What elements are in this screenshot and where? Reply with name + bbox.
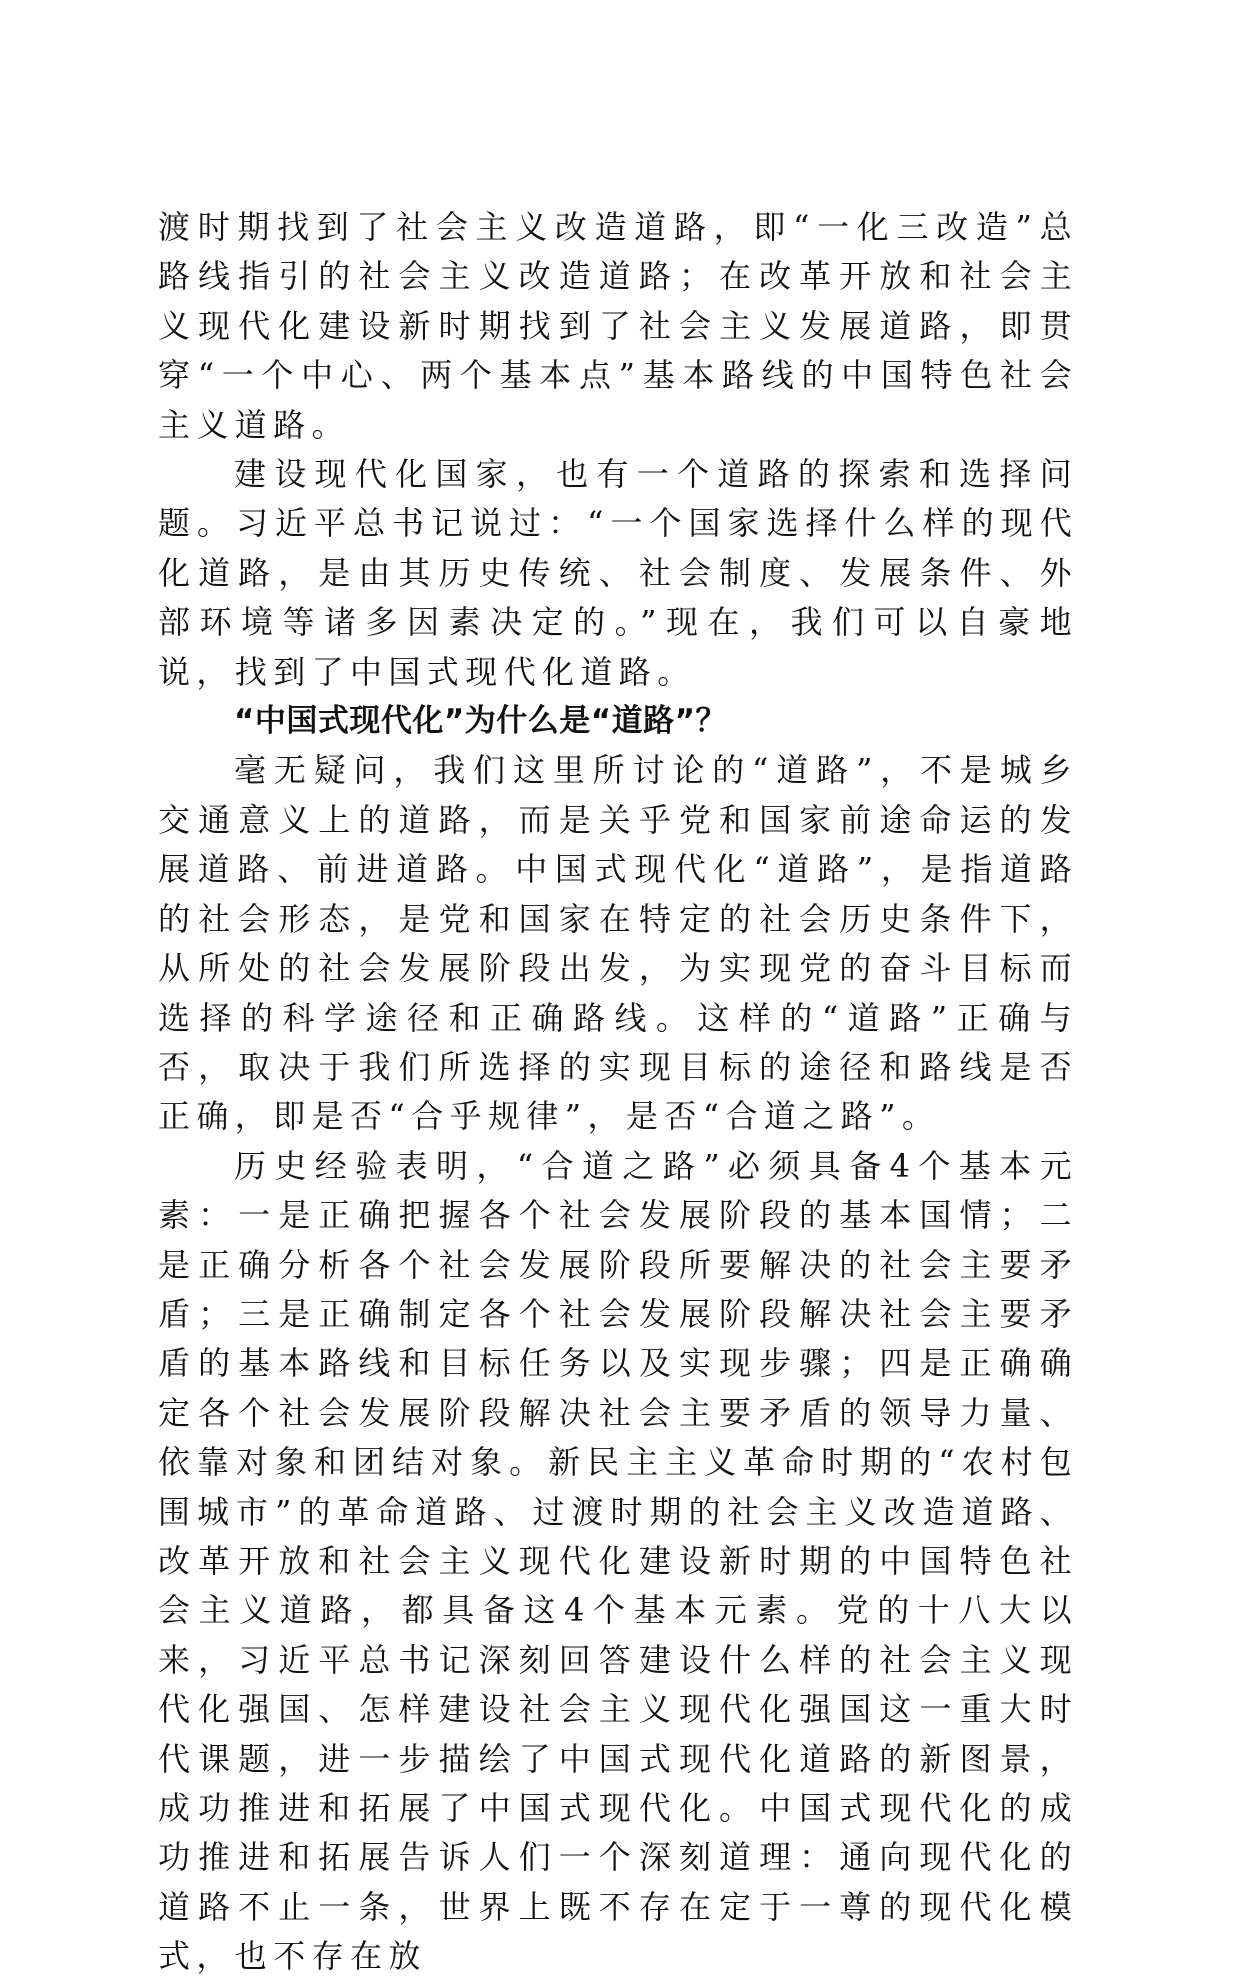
section-heading: “中国式现代化”为什么是“道路”？ — [234, 703, 727, 740]
paragraph-continued: 渡时期找到了社会主义改造道路，即“一化三改造”总路线指引的社会主义改造道路；在改革开放和社会主义现代化建设新时期找到了社会主义发展道路，即贯穿“一个中心、两个基本点”基本路线的中国特色社会主义道路。 — [158, 208, 1078, 444]
paragraph-road-meaning: 毫无疑问，我们这里所讨论的“道路”，不是城乡交通意义上的道路，而是关乎党和国家前途命运的发展道路、前进道路。中国式现代化“道路”，是指道路的社会形态，是党和国家在特定的社会历史条件下，从所处的社会发展阶段出发，为实现党的奋斗目标而选择的科学途径和正确路线。这样的“道路”正确与否，取决于我们所选择的实现目标的途径和路线是否正确，即是否“合乎规律”，是否“合道之路”。 — [158, 751, 1078, 1136]
paragraph-road-choice: 建设现代化国家，也有一个道路的探索和选择问题。习近平总书记说过：“一个国家选择什么样的现代化道路，是由其历史传统、社会制度、发展条件、外部环境等诸多因素决定的。”现在，我们可以自豪地说，找到了中国式现代化道路。 — [158, 455, 1078, 691]
document-body — [158, 203, 1078, 1982]
paragraph-historical-experience: 历史经验表明，“合道之路”必须具备4个基本元素：一是正确把握各个社会发展阶段的基本国情；二是正确分析各个社会发展阶段所要解决的社会主要矛盾；三是正确制定各个社会发展阶段解决社会主要矛盾的基本路线和目标任务以及实现步骤；四是正确确定各个社会发展阶段解决社会主要矛盾的领导力量、依靠对象和团结对象。新民主主义革命时期的“农村包围城市”的革命道路、过渡时期的社会主义改造道路、改革开放和社会主义现代化建设新时期的中国特色社会主义道路，都具备这4个基本元素。党的十八大以来，习近平总书记深刻回答建设什么样的社会主义现代化强国、怎样建设社会主义现代化强国这一重大时代课题，进一步描绘了中国式现代化道路的新图景，成功推进和拓展了中国式现代化。中国式现代化的成功推进和拓展告诉人们一个深刻道理：通向现代化的道路不止一条，世界上既不存在定于一尊的现代化模式，也不存在放 — [158, 1146, 1078, 1976]
